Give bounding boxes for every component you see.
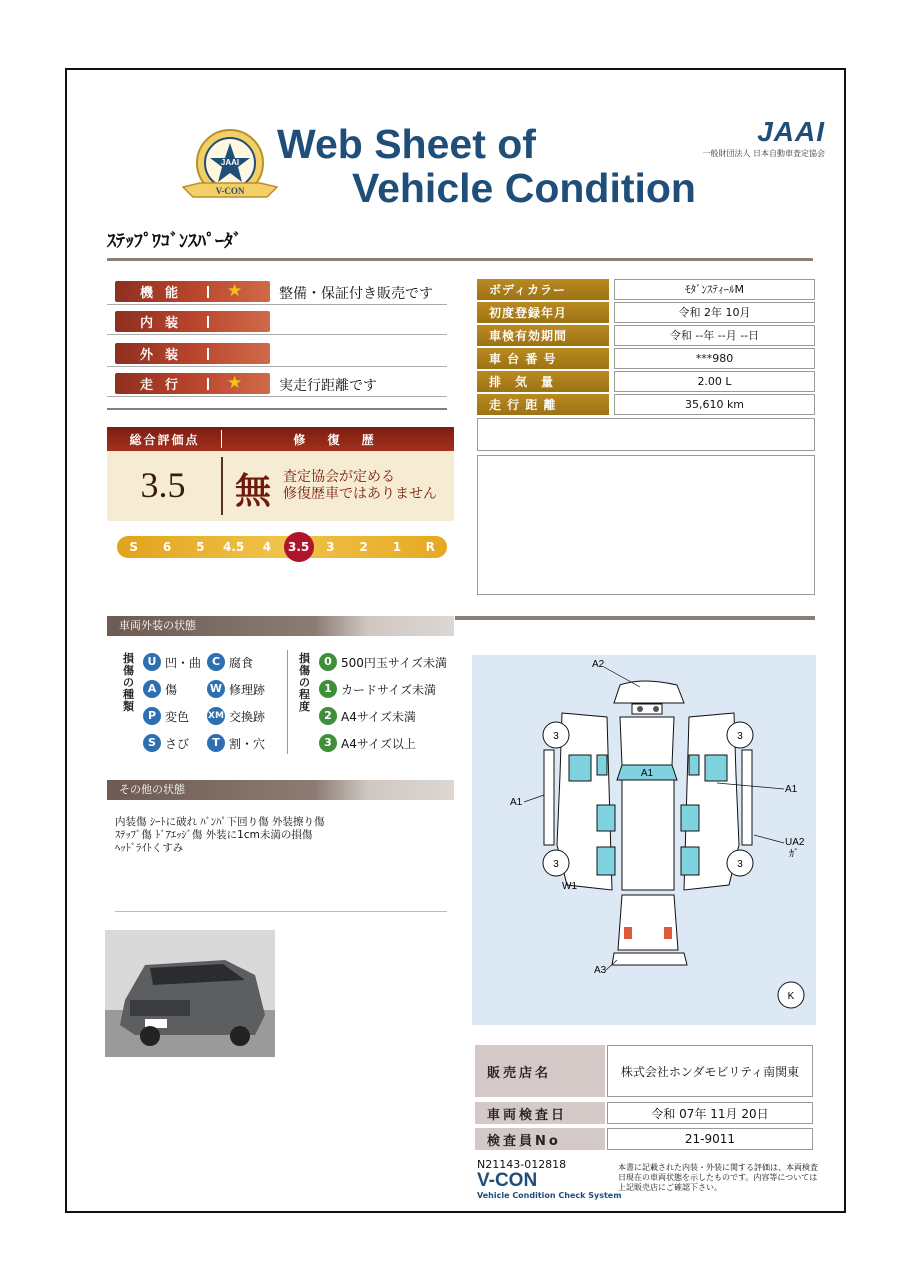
badge-text: V-CON	[215, 186, 245, 196]
svg-text:3: 3	[553, 731, 559, 742]
svg-text:A1: A1	[640, 768, 654, 779]
status-separator	[207, 348, 209, 360]
svg-text:A2: A2	[592, 659, 605, 670]
inspection-date-label: 車両検査日	[475, 1102, 605, 1124]
damage-types-title: 損傷の種類	[123, 652, 134, 713]
other-condition-text	[115, 816, 445, 855]
repair-label: 修 復 歴	[293, 433, 383, 447]
svg-text:UA2: UA2	[785, 837, 805, 848]
legend-item: 3 A4サイズ以上	[319, 734, 416, 752]
condition-sheet	[65, 68, 846, 1213]
svg-text:A1: A1	[510, 797, 523, 808]
repair-note	[283, 469, 437, 503]
inspection-date-value: 令和 07年 11月 20日	[607, 1102, 813, 1124]
detail-notes-box	[477, 455, 815, 595]
sheet-code: N21143-012818	[477, 1158, 567, 1171]
legend-item: 1 カードサイズ未満	[319, 680, 436, 698]
overall-score: 3.5	[140, 465, 186, 505]
grade-item: S	[129, 540, 138, 554]
status-rule	[107, 408, 447, 410]
status-label: 内装	[139, 316, 190, 331]
legend-divider	[287, 650, 288, 754]
vcon-logo: V-CON	[477, 1170, 538, 1191]
detail-label: 排 気 量	[477, 371, 609, 392]
status-pill	[115, 281, 270, 302]
legend-item: 0 500円玉サイズ未満	[319, 653, 447, 671]
detail-label: ボディカラー	[477, 279, 609, 300]
inspector-label: 検査員No	[475, 1128, 605, 1150]
status-separator	[207, 316, 209, 328]
detail-label: 車 台 番 号	[477, 348, 609, 369]
title-line-2: Vehicle Condition	[352, 165, 696, 211]
detail-row-displacement	[477, 371, 815, 392]
legend-item: W 修理跡	[207, 680, 265, 698]
detail-row-body-color	[477, 279, 815, 300]
grade-item: 6	[162, 540, 172, 554]
grade-item-selected: 3.5	[284, 532, 314, 562]
inspector-value: 21-9011	[607, 1128, 813, 1150]
jaai-logo	[675, 118, 825, 159]
detail-row-chassis-number	[477, 348, 815, 369]
detail-value: 令和 --年 --月 --日	[614, 325, 815, 346]
legend-item: 2 A4サイズ未満	[319, 707, 416, 725]
status-row-exterior	[107, 341, 447, 367]
status-row-mileage	[107, 371, 447, 397]
score-label: 総合評価点	[129, 433, 200, 447]
disclaimer: 本書に記載された内装・外装に関する評価は、本両検査日現在の車両状態を示したものです。内容等については上記販売店にご確認下さい。	[618, 1163, 818, 1192]
shop-label: 販売店名	[475, 1045, 605, 1097]
status-label: 外装	[139, 348, 190, 363]
detail-value: 2.00 L	[614, 371, 815, 392]
badge-mark: JAAI	[220, 158, 240, 167]
detail-value: ***980	[614, 348, 815, 369]
other-line: ﾍｯﾄﾞﾗｲﾄくすみ	[115, 842, 184, 854]
svg-text:A3: A3	[594, 965, 607, 976]
section-rule-right	[455, 616, 815, 620]
status-label: 走行	[139, 378, 190, 393]
grade-scale	[117, 536, 447, 558]
status-text: 実走行距離です	[279, 378, 377, 394]
vehicle-photo	[105, 930, 275, 1057]
grade-item: 3	[326, 540, 335, 554]
star-icon: ★	[227, 373, 243, 393]
grade-item: 4	[262, 540, 272, 554]
grade-item: 4.5	[223, 540, 245, 554]
jaai-mark: JAAI	[757, 116, 825, 147]
status-row-function	[107, 279, 447, 305]
other-section-header: その他の状態	[107, 780, 454, 800]
vcon-subtitle: Vehicle Condition Check System	[477, 1191, 622, 1200]
exterior-section-header: 車両外装の状態	[107, 616, 454, 636]
grade-item: 5	[196, 540, 205, 554]
jaai-org-name: 一般財団法人 日本自動車査定協会	[702, 149, 825, 158]
status-row-interior	[107, 309, 447, 335]
shop-value: 株式会社ホンダモビリティ南関東	[607, 1045, 813, 1097]
damage-diagram	[472, 655, 816, 1025]
detail-label: 走 行 距 離	[477, 394, 609, 415]
status-text: 整備・保証付き販売です	[279, 286, 433, 302]
svg-text:K: K	[787, 991, 795, 1002]
detail-value: 35,610 km	[614, 394, 815, 415]
evaluation-body	[107, 451, 454, 521]
legend-item: S さび	[143, 734, 189, 752]
grade-item: 2	[359, 540, 368, 554]
other-rule	[115, 911, 447, 912]
detail-row-mileage	[477, 394, 815, 415]
header-rule	[107, 258, 813, 261]
damage-degree-title: 損傷の程度	[299, 652, 310, 713]
repair-note-line-2: 修復歴車ではありません	[283, 486, 437, 502]
status-pill	[115, 373, 270, 394]
repair-mark: 無	[235, 470, 272, 512]
grade-item: 1	[392, 540, 402, 554]
star-icon: ★	[227, 281, 243, 301]
svg-text:W1: W1	[562, 881, 577, 892]
evaluation-divider	[221, 457, 223, 515]
other-line: 内装傷 ｼｰﾄに破れ ﾊﾞﾝﾊﾟ下回り傷 外装擦り傷	[115, 816, 325, 828]
legend-item: XM 交換跡	[207, 707, 265, 725]
detail-row-first-registration	[477, 302, 815, 323]
status-separator	[207, 378, 209, 390]
status-pill	[115, 343, 270, 364]
detail-value: ﾓﾀﾞﾝｽﾃｨｰﾙM	[614, 279, 815, 300]
status-label: 機能	[139, 286, 190, 301]
detail-extra-box	[477, 418, 815, 451]
svg-text:3: 3	[737, 859, 743, 870]
repair-note-line-1: 査定協会が定める	[283, 469, 395, 485]
title-line-1: Web Sheet of	[277, 121, 536, 167]
svg-text:3: 3	[737, 731, 743, 742]
legend-item: P 変色	[143, 707, 189, 725]
legend-item: A 傷	[143, 680, 177, 698]
legend-item: T 割・穴	[207, 734, 265, 752]
svg-text:ｶﾞ: ｶﾞ	[789, 849, 799, 860]
vcon-badge-icon	[175, 125, 285, 210]
svg-text:3: 3	[553, 859, 559, 870]
vehicle-name: ｽﾃｯﾌﾟﾜｺﾞﾝｽﾊﾟｰﾀﾞ	[107, 231, 242, 252]
status-separator	[207, 286, 209, 298]
legend-item: U 凹・曲	[143, 653, 201, 671]
grade-item: R	[425, 540, 435, 554]
detail-row-inspection-valid	[477, 325, 815, 346]
other-line: ｽﾃｯﾌﾟ傷 ﾄﾞｱｴｯｼﾞ傷 外装に1cm未満の損傷	[115, 829, 313, 841]
detail-label: 車検有効期間	[477, 325, 609, 346]
status-pill	[115, 311, 270, 332]
legend-item: C 腐食	[207, 653, 253, 671]
svg-text:A1: A1	[785, 784, 798, 795]
detail-value: 令和 2年 10月	[614, 302, 815, 323]
evaluation-header	[107, 427, 454, 451]
detail-label: 初度登録年月	[477, 302, 609, 323]
